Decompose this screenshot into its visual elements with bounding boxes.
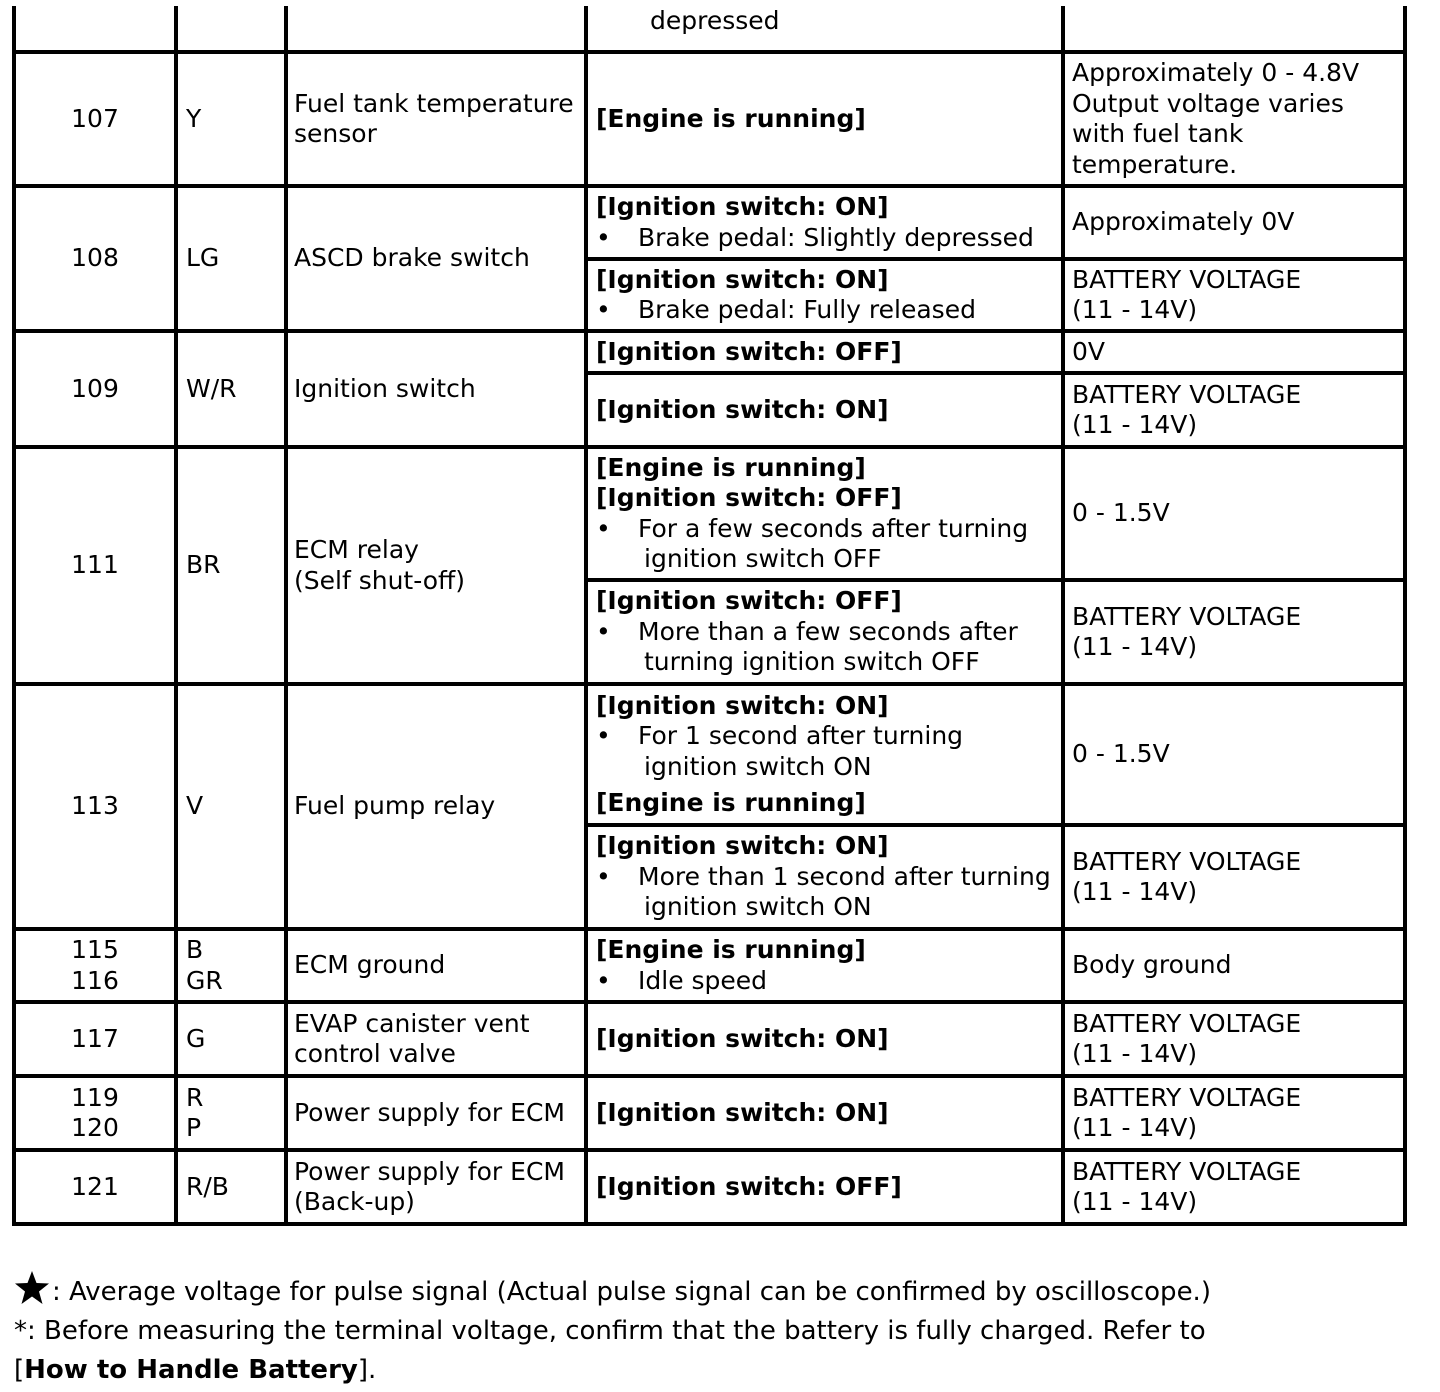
condition-heading: [Ignition switch: ON] (596, 394, 889, 424)
condition-cell (586, 825, 1063, 929)
text-line: 108 (71, 243, 119, 273)
voltage-value-cell (1063, 331, 1405, 373)
table-row (14, 331, 1405, 373)
condition-bullet: ignition switch OFF (644, 544, 882, 573)
text-line: Fuel tank temperature (294, 88, 574, 118)
text-line: (Back-up) (294, 1187, 415, 1216)
condition-cell (586, 447, 1063, 580)
text-line: ASCD brake switch (294, 243, 530, 273)
wire-color-cell (176, 447, 286, 684)
asterisk-note: *: Before measuring the terminal voltage, confirm that the battery is fully charged. Refer to (14, 1316, 1206, 1346)
wire-color-cell (176, 929, 286, 1002)
table-row (14, 1076, 1405, 1150)
text-line: BATTERY VOLTAGE (1072, 1156, 1302, 1186)
text-line: EVAP canister vent (294, 1008, 530, 1038)
text-line: 111 (71, 550, 119, 580)
text-line: Ignition switch (294, 373, 476, 403)
condition-heading: [Ignition switch: ON] (596, 1023, 889, 1053)
voltage-value-cell (1063, 825, 1405, 929)
condition-bullet: • Brake pedal: Slightly depressed (596, 223, 1061, 254)
text-line: BATTERY VOLTAGE (1072, 1082, 1302, 1112)
condition-heading: [Ignition switch: ON] (596, 264, 889, 294)
text-line: BATTERY VOLTAGE (1072, 601, 1302, 631)
text-line: 0 - 1.5V (1072, 739, 1170, 769)
table-row-continued (14, 6, 1405, 52)
condition-bullet: • For a few seconds after turning (596, 514, 1061, 545)
text-line: V (186, 791, 204, 821)
text-line: R (186, 1082, 204, 1112)
condition-cell (586, 6, 1063, 52)
item-description-cell (286, 929, 586, 1002)
terminal-cell (14, 6, 176, 52)
text-line: LG (186, 243, 220, 273)
star-note-text: : Average voltage for pulse signal (Actual pulse signal can be confirmed by oscilloscope.) (52, 1277, 1211, 1307)
voltage-value-cell (1063, 1076, 1405, 1150)
wire-color-cell (176, 52, 286, 186)
table-row (14, 1002, 1405, 1076)
continued-text: depressed (650, 6, 780, 35)
condition-heading: [Ignition switch: OFF] (596, 586, 902, 616)
condition-cell (586, 929, 1063, 1002)
wire-color-cell (176, 684, 286, 929)
voltage-value-cell (1063, 929, 1405, 1002)
text-line: W/R (186, 373, 237, 403)
voltage-value-cell (1063, 580, 1405, 684)
text-line: Approximately 0 - 4.8V (1072, 58, 1360, 87)
text-line: 121 (71, 1171, 119, 1201)
text-line: 0V (1072, 336, 1106, 366)
text-line: sensor (294, 119, 377, 148)
text-line: (11 - 14V) (1072, 295, 1198, 324)
table-row (14, 52, 1405, 186)
text-line: R/B (186, 1171, 229, 1201)
text-line: 116 (71, 965, 119, 995)
item-description-cell (286, 447, 586, 684)
condition-heading: [Engine is running] (596, 452, 866, 482)
wire-color-cell (176, 1150, 286, 1224)
terminal-number-cell (14, 1002, 176, 1076)
voltage-value-cell (1063, 1150, 1405, 1224)
condition-cell (586, 331, 1063, 373)
condition-bullet: ignition switch ON (644, 892, 872, 922)
table-row (14, 186, 1405, 259)
bracket-open: [ (14, 1355, 25, 1385)
text-line: (11 - 14V) (1072, 1039, 1198, 1068)
condition-bullet: turning ignition switch OFF (644, 647, 980, 677)
text-line: BATTERY VOLTAGE (1072, 1008, 1302, 1038)
text-line: Fuel pump relay (294, 791, 496, 821)
text-line: 117 (71, 1023, 119, 1053)
condition-heading: [Ignition switch: OFF] (596, 483, 902, 512)
table-row (14, 1150, 1405, 1224)
condition-bullet: • Idle speed (596, 966, 1061, 997)
text-line: Output voltage varies (1072, 88, 1344, 118)
terminal-number-cell (14, 52, 176, 186)
text-line: 113 (71, 791, 119, 821)
text-line: BATTERY VOLTAGE (1072, 379, 1302, 409)
item-description-cell (286, 1150, 586, 1224)
table-body (14, 6, 1405, 1224)
text-line: (11 - 14V) (1072, 410, 1198, 439)
condition-cell (586, 580, 1063, 684)
condition-bullet: • More than a few seconds after (596, 617, 1061, 648)
value-cell (1063, 6, 1405, 52)
text-line: Power supply for ECM (294, 1156, 565, 1186)
wire-color-cell (176, 186, 286, 331)
text-line: GR (186, 965, 223, 995)
text-line: Approximately 0V (1072, 207, 1295, 237)
reference-line (14, 1351, 1434, 1390)
voltage-value-cell (1063, 1002, 1405, 1076)
wire-color-cell (176, 1002, 286, 1076)
terminal-number-cell (14, 929, 176, 1002)
condition-cell (586, 1002, 1063, 1076)
text-line: (11 - 14V) (1072, 877, 1198, 906)
footnotes (14, 1270, 1434, 1390)
condition-heading: [Engine is running] (596, 103, 866, 133)
condition-bullet: • Brake pedal: Fully released (596, 295, 1061, 326)
condition-heading: [Ignition switch: ON] (596, 1097, 889, 1127)
terminal-number-cell (14, 186, 176, 331)
condition-cell (586, 1076, 1063, 1150)
text-line: BR (186, 550, 221, 580)
condition-cell (586, 1150, 1063, 1224)
terminal-number-cell (14, 331, 176, 447)
condition-bullet: ignition switch ON (644, 751, 872, 781)
text-line: Power supply for ECM (294, 1097, 565, 1127)
voltage-value-cell (1063, 186, 1405, 259)
condition-cell (586, 186, 1063, 259)
terminal-number-cell (14, 1076, 176, 1150)
text-line: (Self shut-off) (294, 565, 465, 595)
terminal-number-cell (14, 684, 176, 929)
table-row (14, 684, 1405, 825)
terminal-number-cell (14, 1150, 176, 1224)
text-line: 109 (71, 373, 119, 403)
condition-cell (586, 52, 1063, 186)
item-description-cell (286, 186, 586, 331)
text-line: Y (186, 103, 202, 133)
condition-cell (586, 684, 1063, 825)
voltage-value-cell (1063, 684, 1405, 825)
text-line: 0 - 1.5V (1072, 498, 1170, 528)
condition-heading: [Ignition switch: OFF] (596, 336, 902, 366)
item-cell (286, 6, 586, 52)
voltage-value-cell (1063, 52, 1405, 186)
item-description-cell (286, 684, 586, 929)
table-row (14, 929, 1405, 1002)
item-description-cell (286, 52, 586, 186)
condition-heading: [Engine is running] (596, 788, 866, 817)
star-note (14, 1270, 1434, 1312)
text-line: G (186, 1023, 206, 1053)
text-line: temperature. (1072, 149, 1238, 179)
text-line: (11 - 14V) (1072, 632, 1198, 661)
text-line: BATTERY VOLTAGE (1072, 846, 1302, 876)
condition-cell (586, 373, 1063, 447)
text-line: with fuel tank (1072, 119, 1244, 148)
table-row (14, 447, 1405, 580)
condition-heading: [Ignition switch: ON] (596, 690, 889, 720)
text-line: 115 (71, 935, 119, 964)
text-line: ECM relay (294, 535, 419, 564)
item-description-cell (286, 331, 586, 447)
terminal-number-cell (14, 447, 176, 684)
condition-bullet: • For 1 second after turning (596, 721, 1061, 752)
condition-cell (586, 259, 1063, 331)
terminal-voltage-table (12, 6, 1407, 1226)
battery-reference-link[interactable]: How to Handle Battery (24, 1355, 358, 1385)
text-line: ECM ground (294, 950, 446, 980)
bracket-close: ]. (357, 1355, 377, 1385)
text-line: 119 (71, 1082, 119, 1112)
text-line: BATTERY VOLTAGE (1072, 264, 1302, 294)
text-line: control valve (294, 1039, 456, 1068)
condition-bullet: • More than 1 second after turning (596, 862, 1061, 893)
voltage-value-cell (1063, 259, 1405, 331)
text-line: (11 - 14V) (1072, 1113, 1198, 1142)
condition-heading: [Ignition switch: ON] (596, 831, 889, 861)
text-line: 107 (71, 103, 119, 133)
voltage-value-cell (1063, 373, 1405, 447)
condition-heading: [Engine is running] (596, 935, 866, 964)
text-line: (11 - 14V) (1072, 1187, 1198, 1216)
wire-color-cell (176, 1076, 286, 1150)
color-cell (176, 6, 286, 52)
text-line: P (186, 1113, 202, 1142)
star-icon (14, 1270, 50, 1306)
voltage-value-cell (1063, 447, 1405, 580)
text-line: Body ground (1072, 950, 1232, 980)
text-line: B (186, 935, 204, 964)
wire-color-cell (176, 331, 286, 447)
condition-heading: [Ignition switch: ON] (596, 192, 889, 221)
condition-heading: [Ignition switch: OFF] (596, 1171, 902, 1201)
text-line: 120 (71, 1113, 119, 1142)
item-description-cell (286, 1076, 586, 1150)
item-description-cell (286, 1002, 586, 1076)
